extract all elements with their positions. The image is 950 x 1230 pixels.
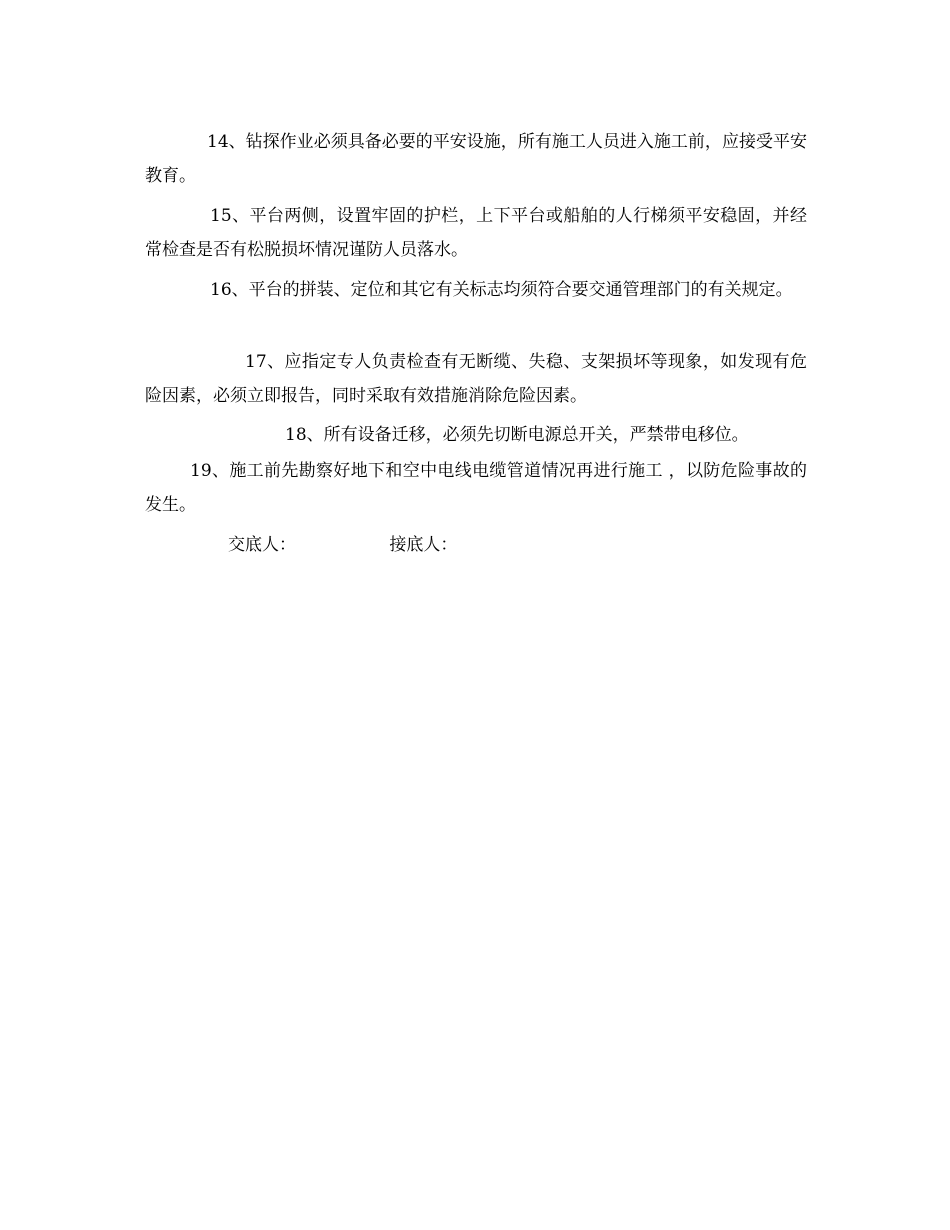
paragraph-17: 17、应指定专人负责检查有无断缆、失稳、支架损坏等现象，如发现有危险因素，必须立即报告，同时采取有效措施消除危险因素。 bbox=[145, 352, 807, 406]
paragraph-16: 16、平台的拼装、定位和其它有关标志均须符合要交通管理部门的有关规定。 bbox=[210, 280, 793, 300]
paragraph-14: 14、钻探作业必须具备必要的平安设施，所有施工人员进入施工前，应接受平安教育。 bbox=[145, 132, 807, 186]
signature-row bbox=[228, 528, 457, 562]
paragraph-19: 19、施工前先勘察好地下和空中电线电缆管道情况再进行施工 ，以防危险事故的发生。 bbox=[145, 461, 807, 515]
receiver-signature-label: 接底人： bbox=[389, 535, 458, 555]
paragraph-15: 15、平台两侧，设置牢固的护栏，上下平台或船舶的人行梯须平安稳固，并经常检查是否有松脱损坏情况谨防人员落水。 bbox=[145, 206, 807, 260]
paragraph-18: 18、所有设备迁移，必须先切断电源总开关，严禁带电移位。 bbox=[285, 425, 749, 445]
handover-signature-label: 交底人： bbox=[228, 535, 296, 555]
